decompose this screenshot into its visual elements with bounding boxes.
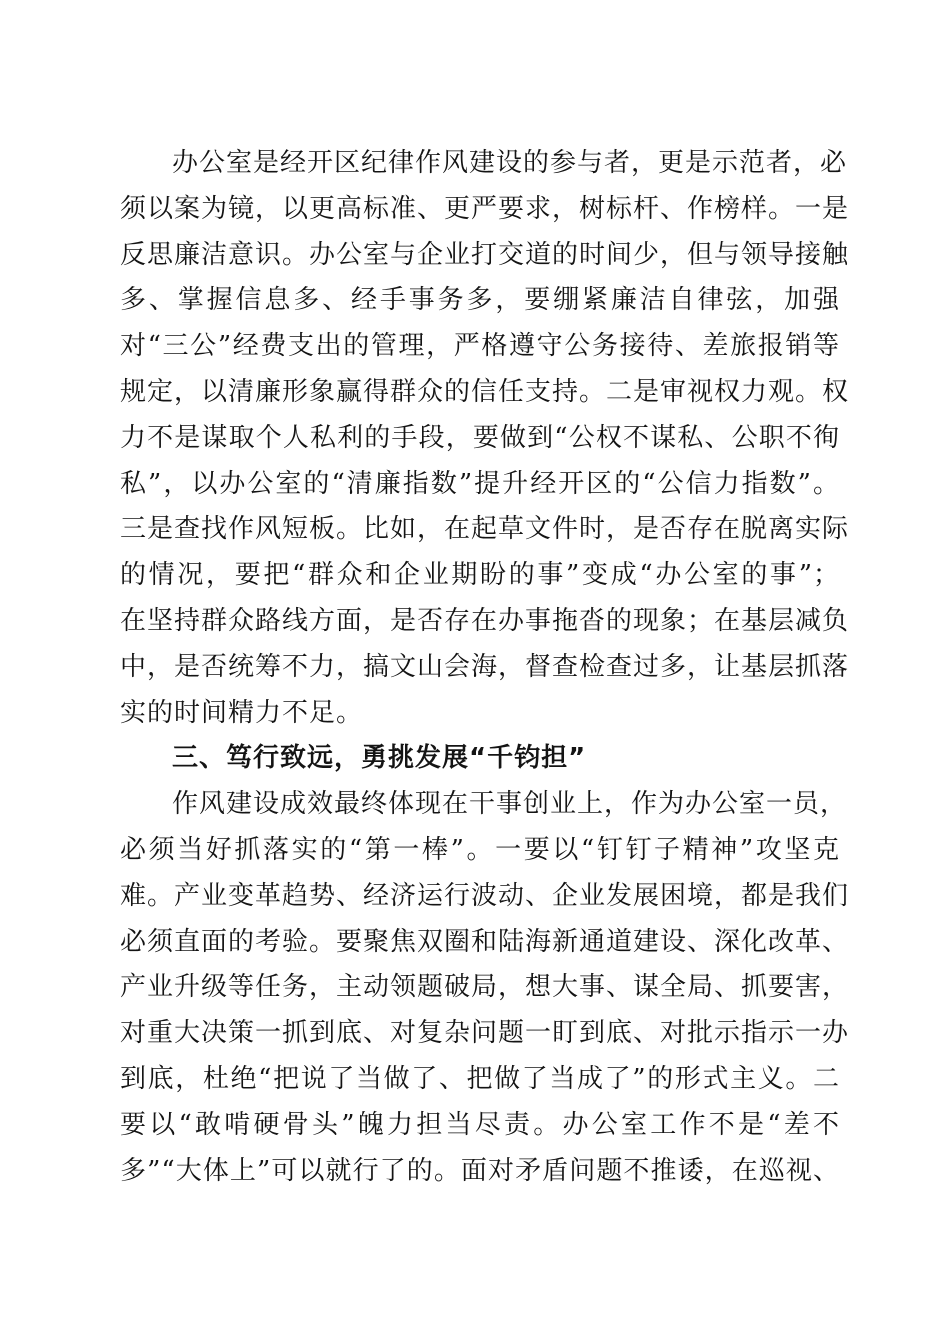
paragraph-line: 的情况，要把“群众和企业期盼的事”变成“办公室的事”； bbox=[120, 560, 840, 591]
paragraph-line: 到底，杜绝“把说了当做了、把做了当成了”的形式主义。二 bbox=[120, 1064, 840, 1094]
paragraph-line: 产业升级等任务，主动领题破局，想大事、谋全局、抓要害， bbox=[120, 972, 850, 1003]
paragraph-line: 力不是谋取个人私利的手段，要做到“公权不谋私、公职不徇 bbox=[120, 422, 840, 453]
paragraph-line: 多”“大体上”可以就行了的。面对矛盾问题不推诿，在巡视、 bbox=[120, 1155, 840, 1186]
paragraph-line: 实的时间精力不足。 bbox=[120, 697, 364, 728]
paragraph-line: 对重大决策一抓到底、对复杂问题一盯到底、对批示指示一办 bbox=[120, 1018, 850, 1049]
section-heading: 三、笃行致远，勇挑发展“千钧担” bbox=[172, 743, 587, 774]
paragraph-line: 作风建设成效最终体现在干事创业上，作为办公室一员， bbox=[172, 789, 848, 820]
paragraph-line: 私”，以办公室的“清廉指数”提升经开区的“公信力指数”。 bbox=[120, 468, 840, 499]
paragraph-line: 多、掌握信息多、经手事务多，要绷紧廉洁自律弦，加强 bbox=[120, 285, 840, 316]
paragraph-line: 要以“敢啃硬骨头”魄力担当尽责。办公室工作不是“差不 bbox=[120, 1109, 840, 1140]
paragraph-line: 难。产业变革趋势、经济运行波动、企业发展困境，都是我们 bbox=[120, 880, 850, 911]
paragraph-line: 三是查找作风短板。比如，在起草文件时，是否存在脱离实际 bbox=[120, 514, 850, 545]
paragraph-line: 须以案为镜，以更高标准、更严要求，树标杆、作榜样。一是 bbox=[120, 193, 850, 224]
paragraph-line: 在坚持群众路线方面，是否存在办事拖沓的现象；在基层减负 bbox=[120, 606, 850, 636]
paragraph-line: 必须当好抓落实的“第一棒”。一要以“钉钉子精神”攻坚克 bbox=[120, 835, 840, 865]
paragraph-line: 必须直面的考验。要聚焦双圈和陆海新通道建设、深化改革、 bbox=[120, 926, 850, 957]
paragraph-line: 对“三公”经费支出的管理，严格遵守公务接待、差旅报销等 bbox=[120, 331, 840, 362]
paragraph-line: 规定，以清廉形象赢得群众的信任支持。二是审视权力观。权 bbox=[120, 377, 850, 407]
paragraph-line: 中，是否统筹不力，搞文山会海，督查检查过多，让基层抓落 bbox=[120, 651, 850, 682]
paragraph-line: 反思廉洁意识。办公室与企业打交道的时间少，但与领导接触 bbox=[120, 239, 850, 270]
paragraph-line: 办公室是经开区纪律作风建设的参与者，更是示范者，必 bbox=[172, 148, 848, 178]
